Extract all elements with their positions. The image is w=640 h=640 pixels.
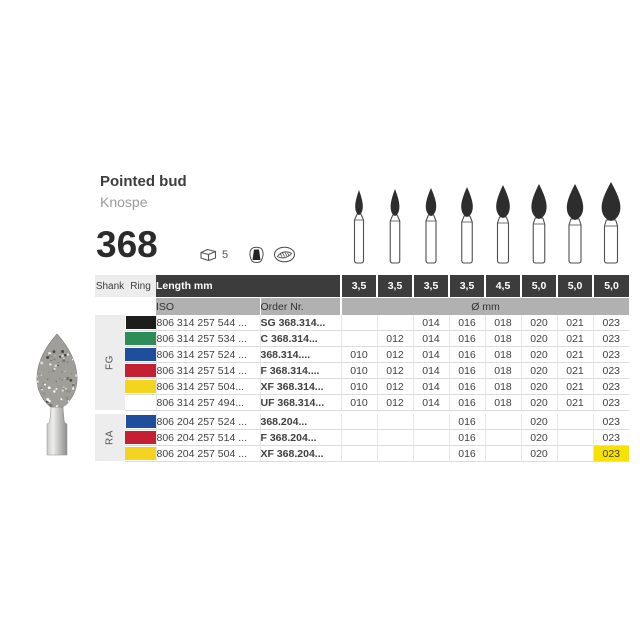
size-cell — [341, 315, 377, 331]
size-cell: 014 — [413, 347, 449, 363]
size-cell — [341, 414, 377, 430]
ring-swatch-red — [125, 431, 156, 444]
size-cell: 016 — [449, 315, 485, 331]
pack-size-value: 5 — [222, 248, 229, 261]
size-cell: 020 — [521, 347, 557, 363]
ring-cell — [125, 430, 156, 446]
size-cell: 023 — [593, 331, 629, 347]
product-row — [95, 315, 629, 331]
size-cell: 020 — [521, 379, 557, 395]
size-cell: 016 — [449, 363, 485, 379]
order-number: UF 368.314... — [260, 395, 341, 411]
product-name-de: Knospe — [100, 194, 148, 210]
size-cell: 016 — [449, 430, 485, 446]
size-cell: 018 — [485, 363, 521, 379]
iso-number: 806 314 257 544 ... — [156, 315, 260, 331]
ring-cell — [125, 414, 156, 430]
size-cell: 012 — [377, 395, 413, 411]
order-number: XF 368.314... — [260, 379, 341, 395]
size-cell: 018 — [485, 331, 521, 347]
shank-group-cell — [95, 414, 125, 462]
order-number: 368.204... — [260, 414, 341, 430]
size-cell: 021 — [557, 395, 593, 411]
order-header: Order Nr. — [260, 298, 341, 316]
bur-silhouettes — [341, 180, 631, 271]
size-cell — [341, 430, 377, 446]
size-cell: 020 — [521, 363, 557, 379]
size-cell — [377, 315, 413, 331]
size-cell — [413, 446, 449, 462]
ring-swatch-yellow — [125, 380, 156, 393]
size-cell: 021 — [557, 331, 593, 347]
tooth-prep-icon — [247, 245, 266, 264]
length-col-header: 3,5 — [413, 275, 449, 298]
length-col-header: 5,0 — [521, 275, 557, 298]
size-cell: 016 — [449, 347, 485, 363]
highlighted-size-cell: 023 — [593, 446, 629, 462]
ring-swatch-blue — [125, 348, 156, 361]
order-number: XF 368.204... — [260, 446, 341, 462]
iso-order-header-row — [95, 298, 629, 316]
product-row — [95, 446, 629, 462]
ring-swatch-white — [125, 396, 156, 409]
size-cell: 014 — [413, 379, 449, 395]
ring-swatch-green — [125, 332, 156, 345]
size-cell: 018 — [485, 395, 521, 411]
ring-cell — [125, 446, 156, 462]
iso-number: 806 314 257 524 ... — [156, 347, 260, 363]
size-cell: 021 — [557, 347, 593, 363]
shank-group-cell — [95, 315, 125, 411]
product-row — [95, 347, 629, 363]
size-cell — [485, 414, 521, 430]
shape-outline-icon — [273, 246, 296, 263]
size-cell: 023 — [593, 395, 629, 411]
ring-cell — [125, 347, 156, 363]
iso-number: 806 204 257 504 ... — [156, 446, 260, 462]
size-cell: 018 — [485, 315, 521, 331]
size-cell: 016 — [449, 379, 485, 395]
size-cell: 020 — [521, 414, 557, 430]
iso-number: 806 204 257 524 ... — [156, 414, 260, 430]
ring-swatch-red — [125, 364, 156, 377]
size-cell: 020 — [521, 430, 557, 446]
product-row — [95, 363, 629, 379]
size-cell: 016 — [449, 446, 485, 462]
ring-swatch-yellow — [125, 447, 156, 460]
length-col-header: 3,5 — [449, 275, 485, 298]
length-col-header: 5,0 — [557, 275, 593, 298]
size-cell: 020 — [521, 315, 557, 331]
size-cell: 014 — [413, 363, 449, 379]
ring-swatch-blue — [126, 415, 156, 428]
pack-size-icon — [199, 247, 218, 263]
size-cell: 010 — [341, 363, 377, 379]
size-cell — [557, 446, 593, 462]
size-cell — [557, 430, 593, 446]
iso-header: ISO — [156, 298, 260, 316]
order-number: SG 368.314... — [260, 315, 341, 331]
size-table — [95, 275, 629, 462]
size-cell: 012 — [377, 347, 413, 363]
shank-header: Shank — [95, 275, 125, 298]
product-row — [95, 414, 629, 430]
size-cell — [485, 430, 521, 446]
size-cell: 012 — [377, 363, 413, 379]
order-number: 368.314.... — [260, 347, 341, 363]
iso-number: 806 314 257 514 ... — [156, 363, 260, 379]
size-cell — [485, 446, 521, 462]
size-cell — [377, 430, 413, 446]
product-row — [95, 331, 629, 347]
size-cell: 012 — [377, 331, 413, 347]
figure-number: 368 — [96, 224, 158, 265]
size-cell: 023 — [593, 347, 629, 363]
order-number: C 368.314... — [260, 331, 341, 347]
product-row — [95, 395, 629, 411]
size-cell: 023 — [593, 379, 629, 395]
size-cell: 016 — [449, 395, 485, 411]
spacer-cell — [125, 298, 156, 316]
size-cell: 021 — [557, 379, 593, 395]
ring-swatch-black — [126, 316, 156, 329]
ring-header: Ring — [125, 275, 156, 298]
size-cell: 023 — [593, 363, 629, 379]
size-cell: 018 — [485, 347, 521, 363]
iso-number: 806 314 257 534 ... — [156, 331, 260, 347]
size-cell: 020 — [521, 395, 557, 411]
length-col-header: 5,0 — [593, 275, 629, 298]
ring-cell — [125, 395, 156, 411]
ring-cell — [125, 363, 156, 379]
size-cell — [557, 414, 593, 430]
iso-number: 806 314 257 504... — [156, 379, 260, 395]
iso-number: 806 204 257 514 ... — [156, 430, 260, 446]
size-cell: 021 — [557, 315, 593, 331]
length-col-header: 3,5 — [341, 275, 377, 298]
size-cell — [341, 446, 377, 462]
size-cell — [413, 430, 449, 446]
size-cell: 023 — [593, 414, 629, 430]
size-cell: 023 — [593, 430, 629, 446]
size-cell — [413, 414, 449, 430]
size-cell: 014 — [413, 395, 449, 411]
size-cell — [377, 446, 413, 462]
size-cell: 016 — [449, 414, 485, 430]
size-cell: 010 — [341, 347, 377, 363]
size-cell: 010 — [341, 395, 377, 411]
length-header: Length mm — [156, 275, 341, 298]
diamond-bur-photo — [24, 331, 94, 462]
attribute-icons — [199, 245, 296, 264]
shank-label: RA — [104, 430, 116, 445]
iso-number: 806 314 257 494... — [156, 395, 260, 411]
ring-cell — [125, 331, 156, 347]
diameter-header: Ø mm — [341, 298, 629, 316]
size-cell: 010 — [341, 379, 377, 395]
size-cell: 023 — [593, 315, 629, 331]
size-cell: 021 — [557, 363, 593, 379]
product-row — [95, 430, 629, 446]
order-number: F 368.314.... — [260, 363, 341, 379]
order-number: F 368.204... — [260, 430, 341, 446]
product-row — [95, 379, 629, 395]
size-cell: 018 — [485, 379, 521, 395]
length-col-header: 3,5 — [377, 275, 413, 298]
size-cell: 014 — [413, 331, 449, 347]
spacer-cell — [95, 298, 125, 316]
ring-cell — [125, 379, 156, 395]
length-header-row — [95, 275, 629, 298]
size-cell — [377, 414, 413, 430]
size-cell: 020 — [521, 446, 557, 462]
size-cell: 014 — [413, 315, 449, 331]
size-cell: 012 — [377, 379, 413, 395]
size-cell: 020 — [521, 331, 557, 347]
product-name-en: Pointed bud — [100, 173, 187, 190]
shank-label: FG — [104, 355, 116, 370]
size-cell: 016 — [449, 331, 485, 347]
ring-cell — [125, 315, 156, 331]
size-cell — [341, 331, 377, 347]
length-col-header: 4,5 — [485, 275, 521, 298]
